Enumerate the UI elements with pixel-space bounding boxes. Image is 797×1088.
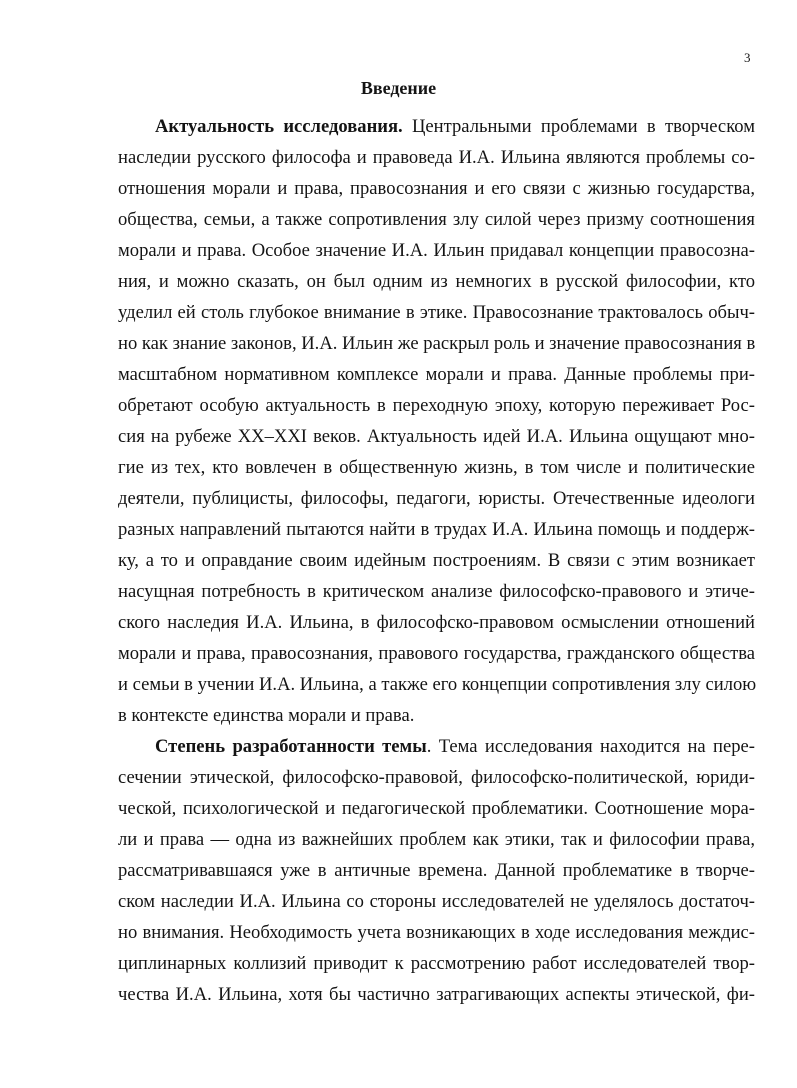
paragraph-line: циплинарных коллизий приводит к рассмотрению работ исследователей твор-	[118, 953, 755, 974]
paragraph-line: морали и права. Особое значение И.А. Ильин придавал концепции правосозна-	[118, 240, 755, 261]
paragraph-line: ку, а то и оправдание своим идейным построениям. В связи с этим возникает	[118, 550, 755, 571]
paragraph-line: ского наследия И.А. Ильина, в философско-правовом осмыслении отношений	[118, 612, 755, 633]
paragraph-line: обретают особую актуальность в переходную эпоху, которую переживает Рос-	[118, 395, 755, 416]
paragraph-line: ческой, психологической и педагогической проблематики. Соотношение мора-	[118, 798, 755, 819]
paragraph-line: наследии русского философа и правоведа И.А. Ильина являются проблемы со-	[118, 147, 755, 168]
paragraph-line: рассматривавшаяся уже в античные времена. Данной проблематике в творче-	[118, 860, 755, 881]
paragraph-line: сия на рубеже XX–XXI веков. Актуальность идей И.А. Ильина ощущают мно-	[118, 426, 755, 447]
paragraph-line: чества И.А. Ильина, хотя бы частично затрагивающих аспекты этической, фи-	[118, 984, 755, 1005]
paragraph-line: насущная потребность в критическом анализе философско-правового и этиче-	[118, 581, 755, 602]
paragraph-line: масштабном нормативном комплексе морали и права. Данные проблемы при-	[118, 364, 755, 385]
paragraph-line: ли и права — одна из важнейших проблем как этики, так и философии права,	[118, 829, 755, 850]
page-number: 3	[744, 50, 751, 65]
paragraph-line	[155, 738, 755, 757]
paragraph-line	[155, 118, 755, 137]
paragraph-line: в контексте единства морали и права.	[118, 705, 415, 726]
paragraph-line: общества, семьи, а также сопротивления злу силой через призму соотношения	[118, 209, 755, 230]
paragraph-line: но внимания. Необходимость учета возникающих в ходе исследования междис-	[118, 922, 755, 943]
paragraph-line: но как знание законов, И.А. Ильин же раскрыл роль и значение правосознания в	[118, 333, 756, 354]
paragraph-line: гие из тех, кто вовлечен в общественную жизнь, в том числе и политические	[118, 457, 755, 478]
section-heading-development: Степень разработанности темы	[155, 736, 427, 757]
paragraph-line: и семьи в учении И.А. Ильина, а также его концепции сопротивления злу силою	[118, 674, 757, 695]
paragraph-line: ния, и можно сказать, он был одним из немногих в русской философии, кто	[118, 271, 755, 292]
paragraph-line: деятели, публицисты, философы, педагоги, юристы. Отечественные идеологи	[118, 488, 755, 509]
paragraph-line: уделил ей столь глубокое внимание в этике. Правосознание трактовалось обыч-	[118, 302, 755, 323]
page-title: Введение	[360, 78, 437, 98]
line-text: . Тема исследования находится на пере-	[426, 736, 755, 757]
section-heading-relevance: Актуальность исследования.	[155, 116, 403, 137]
paragraph-line: сечении этической, философско-правовой, философско-политической, юриди-	[118, 767, 755, 788]
paragraph-line: морали и права, правосознания, правового государства, гражданского общества	[118, 643, 755, 664]
paragraph-line: разных направлений пытаются найти в трудах И.А. Ильина помощь и поддерж-	[118, 519, 755, 540]
line-text: Центральными проблемами в творческом	[402, 116, 755, 137]
paragraph-line: отношения морали и права, правосознания и его связи с жизнью государства,	[118, 178, 755, 199]
paragraph-line: ском наследии И.А. Ильина со стороны исследователей не уделялось достаточ-	[118, 891, 755, 912]
